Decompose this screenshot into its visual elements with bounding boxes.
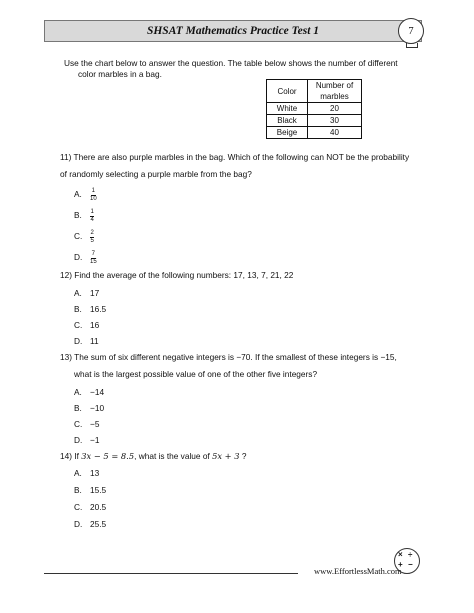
table-header-count-line2: marbles [320,92,349,101]
footer-website: www.EffortlessMath.com [314,566,402,576]
q14-line-1 [60,451,246,462]
option-value: 16 [90,320,100,330]
option-value: 13 [90,468,100,478]
option-letter: B. [74,210,82,221]
fraction-denominator: 15 [90,258,97,265]
q11-line-2: of randomly selecting a purple marble from the bag? [60,169,252,179]
table-header-row [267,80,362,103]
option-letter: C. [74,231,83,242]
option-value: −14 [90,387,105,397]
table-row [267,103,362,115]
q13-option-a [74,387,104,398]
q14-suffix: ? [239,451,247,461]
fraction-numerator: 1 [90,209,94,215]
option-value: −10 [90,403,105,413]
option-value: −1 [90,435,100,445]
intro-line-1: Use the chart below to answer the question. The table below shows the number of different [64,58,398,68]
option-letter: D. [74,519,83,529]
option-letter: A. [74,468,82,478]
table-row [267,115,362,127]
q14-option-a [74,468,99,479]
option-value: 20.5 [90,502,107,512]
option-fraction [90,230,94,244]
option-letter: B. [74,304,82,314]
table-header-count [308,80,362,103]
option-letter: A. [74,189,82,200]
option-value: −5 [90,419,100,429]
q13-option-b [74,403,104,414]
table-cell-color: Black [267,115,308,127]
fraction-denominator: 4 [90,216,94,223]
q14-expression: 5x + 3 [212,451,240,461]
page-number: 7 [398,18,424,44]
math-operators-logo-icon: × ÷ + − [394,548,420,574]
fraction-denominator: 5 [90,237,94,244]
option-value: 15.5 [90,485,107,495]
q11-option-a [74,188,97,202]
table-header-count-line1: Number of [315,81,354,90]
q12-option-a [74,288,99,299]
table-cell-count: 20 [308,103,362,115]
fraction-numerator: 1 [91,188,96,194]
option-letter: D. [74,435,83,445]
table-cell-color: Beige [267,127,308,139]
q14-prefix: 14) If [60,451,82,461]
q13-option-c [74,419,99,430]
footer-divider [44,573,298,574]
q11-option-c [74,230,94,244]
page-number-badge-icon [398,18,424,48]
badge-stand-icon [406,43,418,48]
option-letter: B. [74,485,82,495]
option-letter: A. [74,288,82,298]
q12-option-c [74,320,99,331]
option-letter: C. [74,502,83,512]
option-value: 11 [90,336,99,346]
option-fraction [90,188,97,202]
option-letter: C. [74,320,83,330]
q13-line-1: 13) The sum of six different negative integers is −70. If the smallest of these integers is −15, [60,352,397,362]
header-title: SHSAT Mathematics Practice Test 1 [146,25,320,37]
option-fraction [90,251,97,265]
table-header-color: Color [267,80,308,103]
option-letter: B. [74,403,82,413]
q12-option-b [74,304,106,315]
option-fraction [90,209,94,223]
marbles-table [266,79,362,139]
q14-equation: 3x − 5 = 8.5 [81,451,135,461]
q14-option-c [74,502,106,513]
option-value: 17 [90,288,100,298]
option-letter: A. [74,387,82,397]
intro-line-2: color marbles in a bag. [78,69,162,79]
option-value: 25.5 [90,519,107,529]
option-value: 16.5 [90,304,107,314]
option-letter: D. [74,252,83,263]
q11-option-d [74,251,97,265]
q12-option-d [74,336,99,347]
table-row [267,127,362,139]
q13-option-d [74,435,99,446]
q14-option-d [74,519,106,530]
table-cell-count: 30 [308,115,362,127]
q11-line-1: 11) There are also purple marbles in the bag. Which of the following can NOT be the probability [60,152,410,162]
option-letter: D. [74,336,83,346]
page-header [44,20,422,42]
table-cell-color: White [267,103,308,115]
table-cell-count: 40 [308,127,362,139]
fraction-numerator: 2 [90,230,94,236]
q14-middle: , what is the value of [134,451,213,461]
fraction-numerator: 7 [91,251,96,257]
q11-option-b [74,209,94,223]
option-letter: C. [74,419,83,429]
q14-option-b [74,485,106,496]
q13-line-2: what is the largest possible value of one of the other five integers? [74,369,318,379]
fraction-denominator: 10 [90,195,97,202]
q12-line-1: 12) Find the average of the following numbers: 17, 13, 7, 21, 22 [60,270,294,280]
